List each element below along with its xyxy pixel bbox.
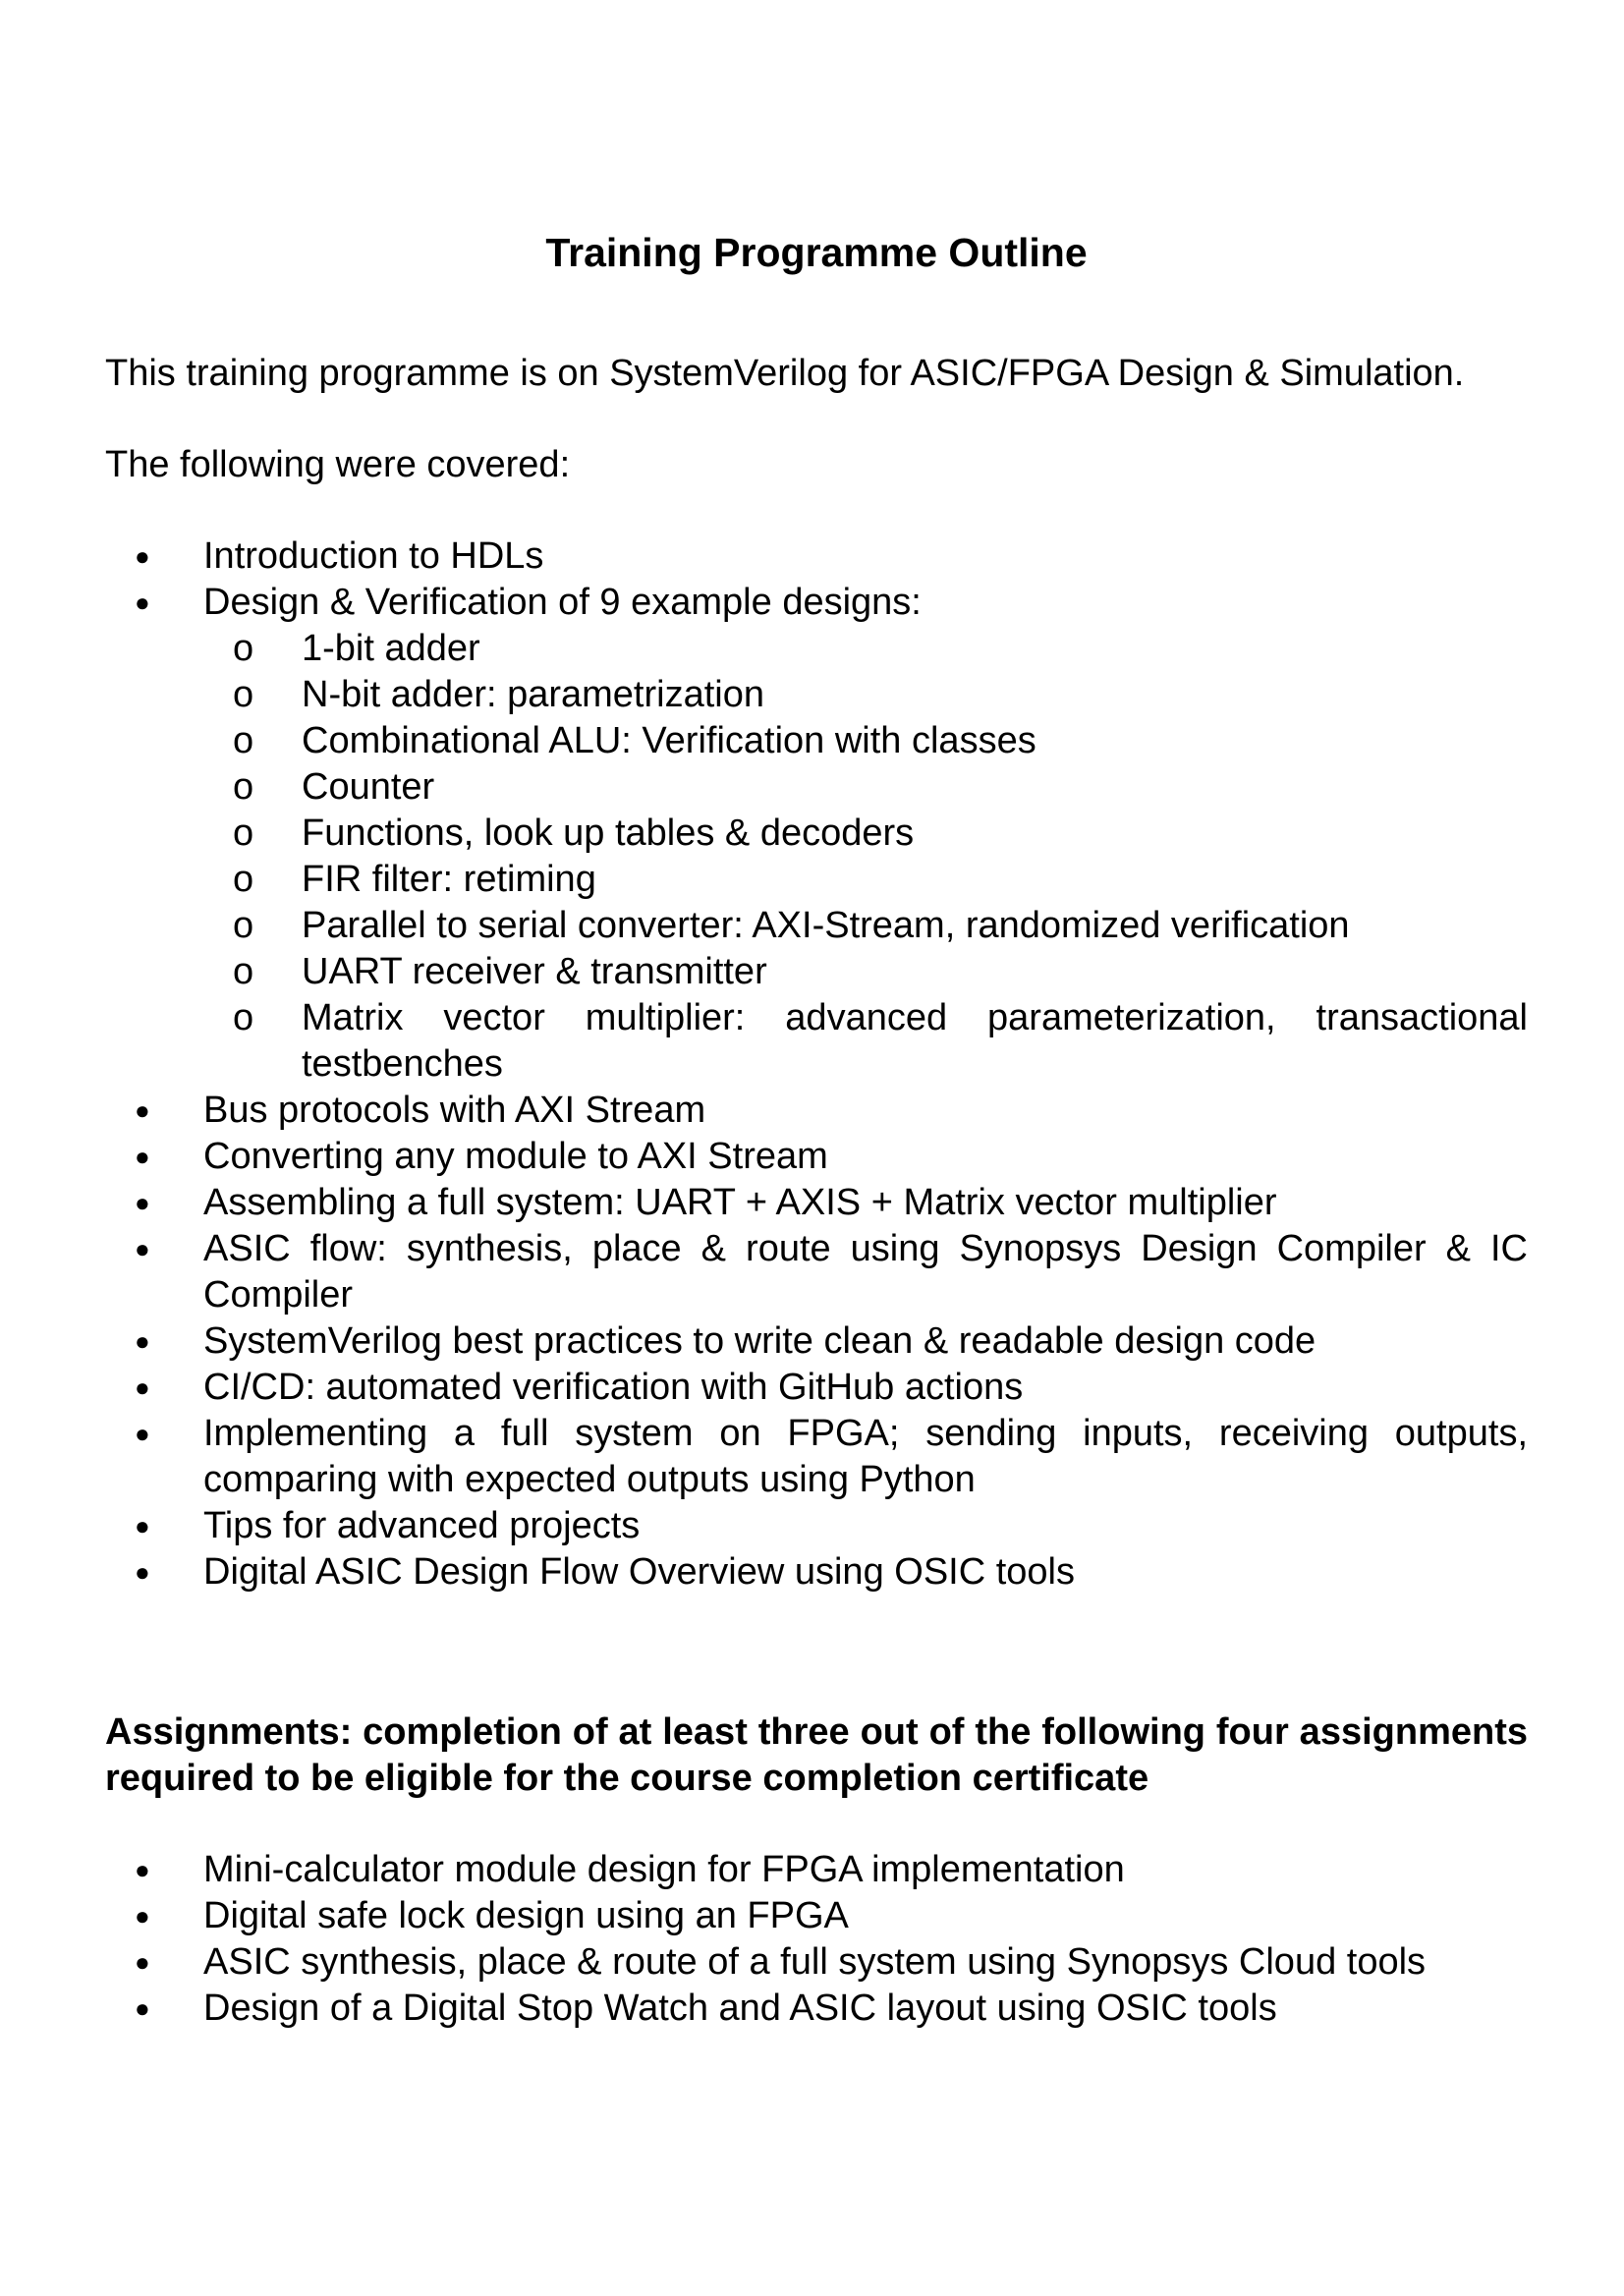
topic-label: Introduction to HDLs	[203, 535, 544, 577]
topic-label: CI/CD: automated verification with GitHub actions	[203, 1367, 1024, 1408]
document-body	[105, 228, 1528, 2032]
bullet-icon: ●	[135, 1557, 150, 1587]
topic-item	[105, 1549, 1528, 1596]
topic-item	[105, 1226, 1528, 1318]
sub-item	[203, 857, 1528, 903]
topic-label: Converting any module to AXI Stream	[203, 1136, 828, 1177]
assignment-item	[105, 1847, 1528, 1893]
sub-item	[203, 995, 1528, 1088]
topic-label: Tips for advanced projects	[203, 1505, 641, 1546]
topic-label: ASIC flow: synthesis, place & route using Synopsys Design Compiler & IC Compiler	[203, 1228, 1528, 1316]
sub-item-label: FIR filter: retiming	[302, 859, 596, 900]
topic-item	[105, 1134, 1528, 1180]
sub-item-label: UART receiver & transmitter	[302, 951, 767, 992]
assignment-label: Mini-calculator module design for FPGA implementation	[203, 1849, 1125, 1890]
sub-item	[203, 949, 1528, 995]
bullet-icon: ●	[135, 1855, 150, 1884]
sub-item-label: Functions, look up tables & decoders	[302, 812, 915, 854]
circle-bullet-icon: o	[233, 674, 254, 715]
circle-bullet-icon: o	[233, 812, 254, 854]
bullet-icon: ●	[135, 1188, 150, 1217]
topic-item	[105, 1318, 1528, 1365]
sub-item	[203, 811, 1528, 857]
bullet-icon: ●	[135, 1993, 150, 2023]
bullet-icon: ●	[135, 541, 150, 571]
sub-item-label: Matrix vector multiplier: advanced parameterization, transactional testbenches	[302, 997, 1528, 1085]
circle-bullet-icon: o	[233, 997, 254, 1038]
sub-item	[203, 626, 1528, 672]
topic-label: Bus protocols with AXI Stream	[203, 1090, 706, 1131]
bullet-icon: ●	[135, 1947, 150, 1977]
assignment-label: Digital safe lock design using an FPGA	[203, 1895, 849, 1936]
sub-item-label: Parallel to serial converter: AXI-Stream, randomized verification	[302, 905, 1350, 946]
topic-item	[105, 580, 1528, 1088]
bullet-icon: ●	[135, 1326, 150, 1356]
topic-item	[105, 1411, 1528, 1503]
bullet-icon: ●	[135, 588, 150, 617]
bullet-icon: ●	[135, 1372, 150, 1402]
topic-item	[105, 1503, 1528, 1549]
sub-item-label: Combinational ALU: Verification with classes	[302, 720, 1036, 761]
topic-label: Design & Verification of 9 example designs:	[203, 582, 922, 623]
circle-bullet-icon: o	[233, 720, 254, 761]
assignment-label: Design of a Digital Stop Watch and ASIC layout using OSIC tools	[203, 1988, 1277, 2029]
assignments-heading: Assignments: completion of at least three out of the following four assignments required to be eligible for the course completion certificate	[105, 1711, 1528, 1799]
topic-item	[105, 1180, 1528, 1226]
topic-label: Implementing a full system on FPGA; sending inputs, receiving outputs, comparing with expected outputs using Python	[203, 1413, 1528, 1500]
page-title: Training Programme Outline	[545, 230, 1088, 275]
assignment-label: ASIC synthesis, place & route of a full system using Synopsys Cloud tools	[203, 1941, 1427, 1983]
topic-item	[105, 1365, 1528, 1411]
assignments-list	[105, 1847, 1528, 2032]
bullet-icon: ●	[135, 1901, 150, 1931]
circle-bullet-icon: o	[233, 951, 254, 992]
topic-label: SystemVerilog best practices to write clean & readable design code	[203, 1320, 1316, 1362]
covered-heading: The following were covered:	[105, 444, 571, 485]
bullet-icon: ●	[135, 1511, 150, 1540]
topics-list	[105, 533, 1528, 1596]
topic-item	[105, 533, 1528, 580]
sub-item	[203, 718, 1528, 764]
circle-bullet-icon: o	[233, 628, 254, 669]
sub-item	[203, 672, 1528, 718]
sub-item-label: 1-bit adder	[302, 628, 480, 669]
topic-label: Assembling a full system: UART + AXIS + Matrix vector multiplier	[203, 1182, 1277, 1223]
assignment-item	[105, 1939, 1528, 1986]
intro-paragraph: This training programme is on SystemVerilog for ASIC/FPGA Design & Simulation.	[105, 353, 1465, 394]
sub-item-label: Counter	[302, 766, 435, 808]
sub-item-label: N-bit adder: parametrization	[302, 674, 764, 715]
assignment-item	[105, 1986, 1528, 2032]
assignment-item	[105, 1893, 1528, 1939]
circle-bullet-icon: o	[233, 905, 254, 946]
bullet-icon: ●	[135, 1142, 150, 1171]
bullet-icon: ●	[135, 1419, 150, 1448]
circle-bullet-icon: o	[233, 859, 254, 900]
sub-item	[203, 764, 1528, 811]
topic-item	[105, 1088, 1528, 1134]
topic-label: Digital ASIC Design Flow Overview using OSIC tools	[203, 1551, 1075, 1593]
example-designs-list	[203, 626, 1528, 1088]
sub-item	[203, 903, 1528, 949]
bullet-icon: ●	[135, 1234, 150, 1263]
bullet-icon: ●	[135, 1095, 150, 1125]
circle-bullet-icon: o	[233, 766, 254, 808]
